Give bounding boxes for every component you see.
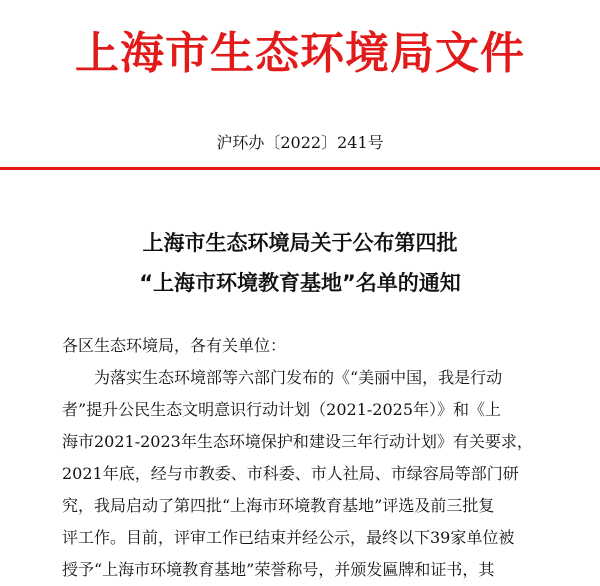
body-line-3: 海市2021-2023年生态环境保护和建设三年行动计划》有关要求， xyxy=(62,432,533,451)
notice-title-line-2: “上海市环境教育基地”名单的通知 xyxy=(139,271,461,295)
document-number: 沪环办〔2022〕241号 xyxy=(216,133,384,152)
body-line-4: 2021年底，经与市教委、市科委、市人社局、市绿容局等部门研 xyxy=(62,464,519,483)
body-line-5: 究，我局启动了第四批“上海市环境教育基地”评选及前三批复 xyxy=(62,496,495,515)
salutation: 各区生态环境局，各有关单位： xyxy=(62,336,287,355)
notice-title-line-1: 上海市生态环境局关于公布第四批 xyxy=(142,231,458,255)
red-divider-rule xyxy=(0,167,600,170)
body-line-1: 为落实生态环境部等六部门发布的《“美丽中国，我是行动 xyxy=(94,368,503,387)
body-line-2: 者”提升公民生态文明意识行动计划（2021-2025年）》和《上 xyxy=(62,400,502,419)
document-masthead: 上海市生态环境局文件 xyxy=(75,28,525,79)
body-line-7: 授予“上海市环境教育基地”荣誉称号，并颁发匾牌和证书，其 xyxy=(62,560,495,579)
body-line-6: 评工作。目前，评审工作已结束并经公示，最终以下39家单位被 xyxy=(62,528,515,547)
